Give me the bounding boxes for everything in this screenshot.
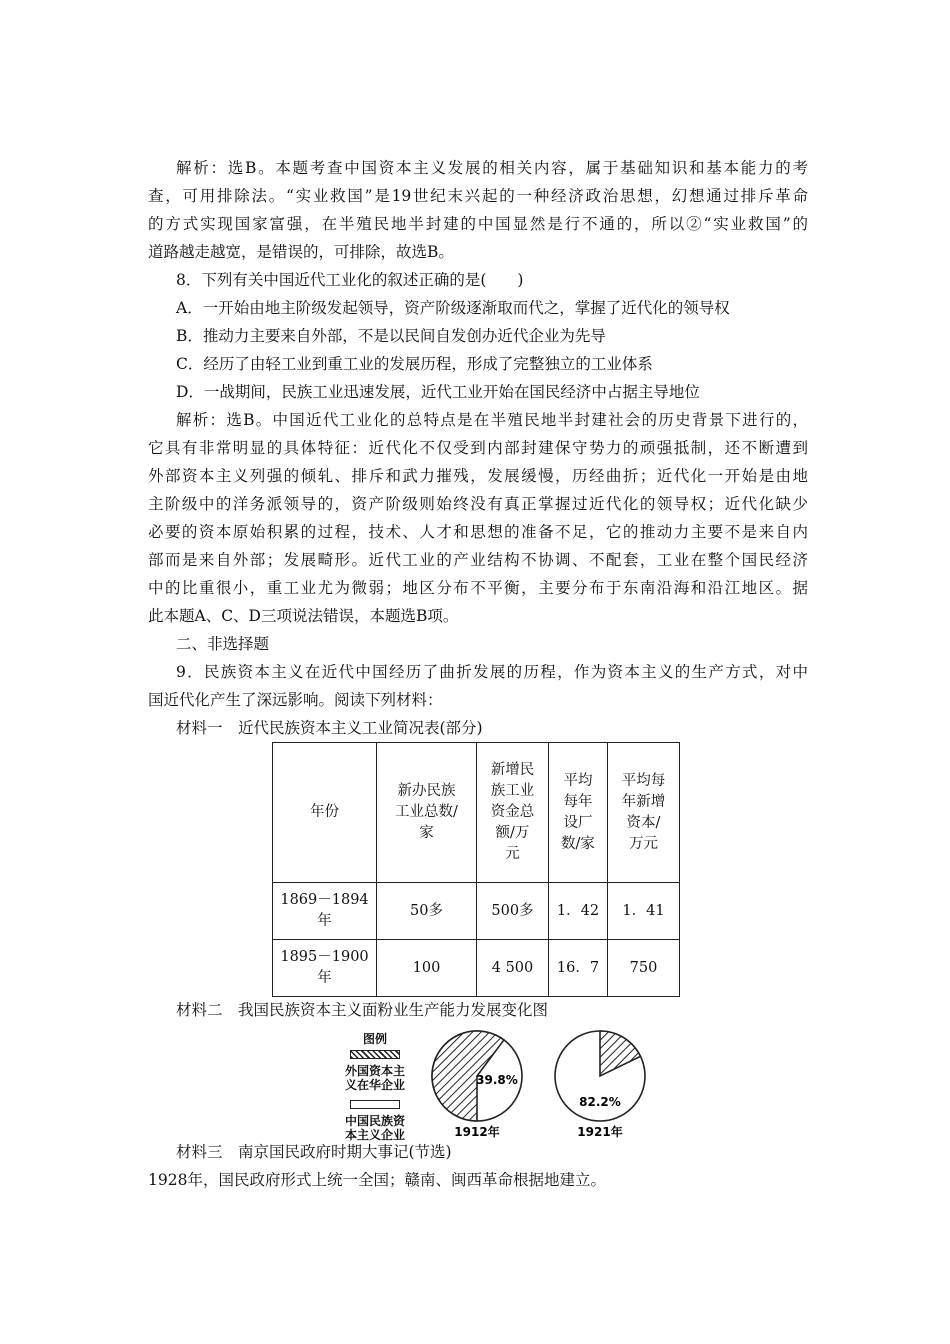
legend-swatch-blank	[350, 1100, 400, 1109]
analysis-2-line: 外部资本主义列强的倾轧、排斥和武力摧残，发展缓慢，历经曲折；近代化一开始是由地	[148, 467, 808, 485]
option-b: B．推动力主要来自外部，不是以民间自发创办近代企业为先导	[176, 327, 606, 345]
table-cell: 750	[608, 940, 680, 997]
table-cell: 1．41	[608, 883, 680, 940]
table-cell: 500多	[477, 883, 549, 940]
analysis-2-line: 中的比重很小，重工业尤为微弱；地区分布不平衡，主要分布于东南沿海和沿江地区。据	[148, 579, 808, 597]
table-cell: 16．7	[549, 940, 608, 997]
legend-label-chinese: 中国民族资 本主义企业	[344, 1114, 405, 1142]
material-3-line: 1928年，国民政府形式上统一全国；赣南、闽西革命根据地建立。	[148, 1171, 606, 1189]
material-1-title: 材料一 近代民族资本主义工业简况表(部分)	[176, 719, 483, 737]
option-c: C．经历了由轻工业到重工业的发展历程，形成了完整独立的工业体系	[176, 355, 653, 373]
analysis-2-line: 此本题A、C、D三项说法错误，本题选B项。	[148, 607, 459, 625]
header-new-capital: 新增民 族工业 资金总 额/万 元	[477, 743, 549, 883]
chart-legend	[330, 1030, 420, 1145]
analysis-2-line: 它具有非常明显的具体特征：近代化不仅受到内部封建保守势力的顽强抵制，还不断遭到	[148, 439, 808, 457]
question-9-line: 9．民族资本主义在近代中国经历了曲折发展的历程，作为资本主义的生产方式，对中	[176, 663, 808, 681]
legend-label-foreign: 外国资本主 义在华企业	[344, 1064, 405, 1092]
material-3-title: 材料三 南京国民政府时期大事记(节选)	[176, 1143, 452, 1161]
table-row	[273, 940, 680, 997]
material-2-title: 材料二 我国民族资本主义面粉业生产能力发展变化图	[176, 1001, 549, 1019]
table-header-row	[273, 743, 680, 883]
analysis-1-line: 道路越走越宽，是错误的，可排除，故选B。	[148, 243, 454, 261]
table-row	[273, 883, 680, 940]
pie-percent-label: 82.2%	[579, 1095, 621, 1109]
section-heading: 二、非选择题	[176, 635, 270, 653]
table-cell: 50多	[377, 883, 477, 940]
table-cell: 4 500	[477, 940, 549, 997]
table-cell: 1895－1900 年	[273, 940, 377, 997]
question-8: 8．下列有关中国近代工业化的叙述正确的是( )	[176, 271, 524, 289]
pie-year-label: 1912年	[454, 1125, 500, 1139]
question-9-line: 国近代化产生了深远影响。阅读下列材料：	[148, 691, 443, 709]
analysis-2-line: 部而是来自外部；发展畸形。近代工业的产业结构不协调、不配套，工业在整个国民经济	[148, 551, 808, 569]
pie-percent-label: 39.8%	[476, 1073, 518, 1087]
table-cell: 1869－1894 年	[273, 883, 377, 940]
legend-swatch-hatched	[350, 1050, 400, 1059]
table-cell: 1．42	[549, 883, 608, 940]
analysis-2-line: 解析：选B。中国近代工业化的总特点是在半殖民地半封建社会的历史背景下进行的，	[176, 411, 808, 429]
industry-table	[272, 742, 680, 997]
header-avg-factories: 平均 每年 设厂 数/家	[549, 743, 608, 883]
pie-charts	[425, 1028, 685, 1148]
analysis-2-line: 必要的资本原始积累的过程，技术、人才和思想的准备不足，它的推动力主要不是来自内	[148, 523, 808, 541]
table-cell: 100	[377, 940, 477, 997]
analysis-2-line: 主阶级中的洋务派领导的，资产阶级则始终没有真正掌握过近代化的领导权；近代化缺少	[148, 495, 808, 513]
header-year: 年份	[273, 743, 377, 883]
header-avg-capital: 平均每 年新增 资本/ 万元	[608, 743, 680, 883]
header-new-enterprises: 新办民族 工业总数/ 家	[377, 743, 477, 883]
analysis-1-line: 解析：选B。本题考查中国资本主义发展的相关内容，属于基础知识和基本能力的考	[176, 159, 808, 177]
analysis-1-line: 的方式实现国家富强，在半殖民地半封建的中国显然是行不通的，所以②“实业救国”的	[148, 215, 808, 233]
option-a: A．一开始由地主阶级发起领导，资产阶级逐渐取而代之，掌握了近代化的领导权	[176, 299, 730, 317]
legend-title: 图例	[362, 1032, 387, 1046]
pie-year-label: 1921年	[577, 1125, 623, 1139]
analysis-1-line: 查，可用排除法。“实业救国”是19世纪末兴起的一种经济政治思想，幻想通过排斥革命	[148, 187, 808, 205]
option-d: D．一战期间，民族工业迅速发展，近代工业开始在国民经济中占据主导地位	[176, 383, 700, 401]
